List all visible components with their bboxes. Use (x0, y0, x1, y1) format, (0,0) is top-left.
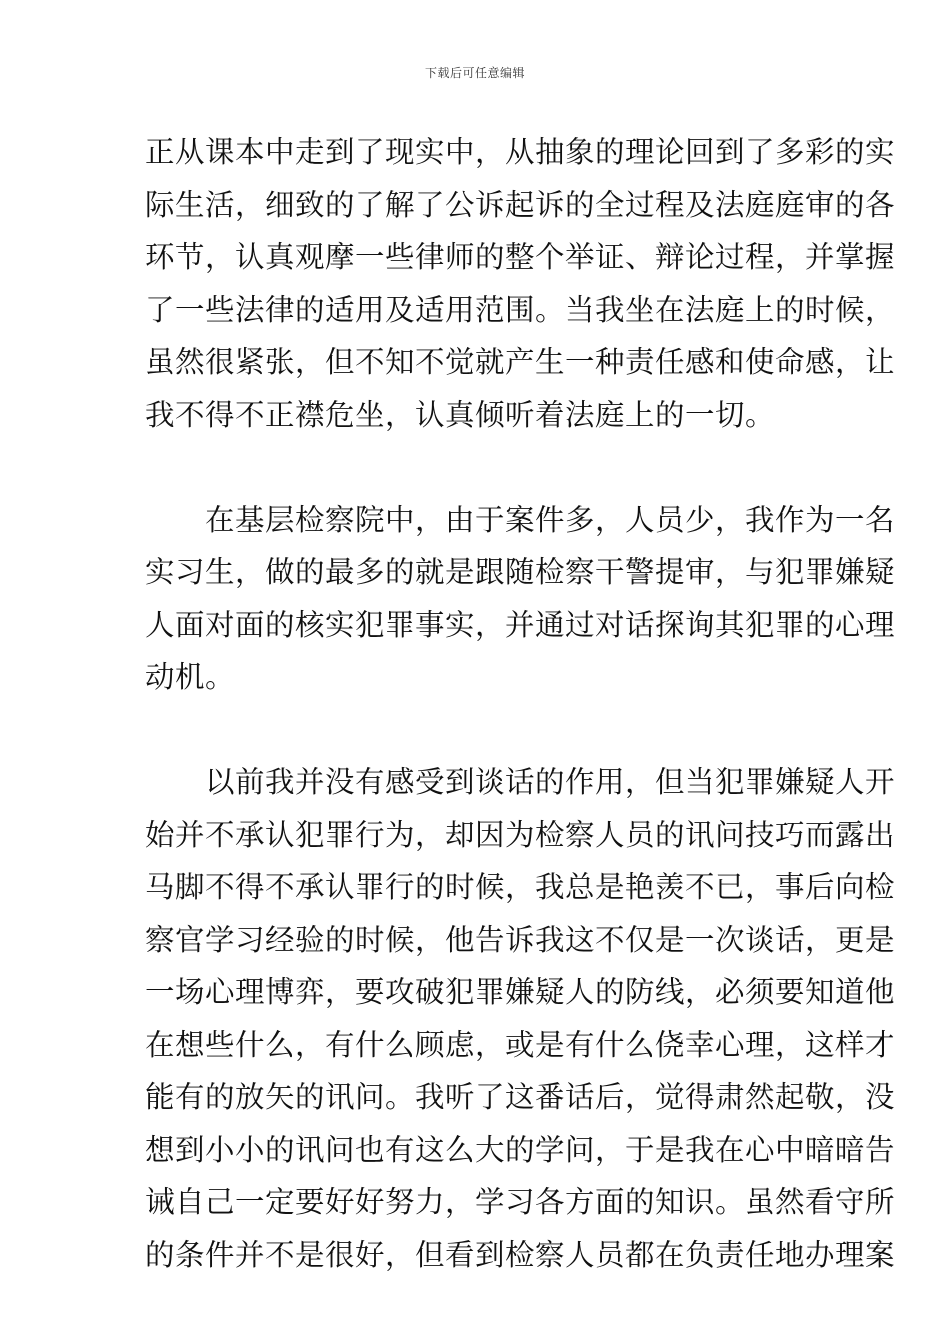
text-line: 际生活，细致的了解了公诉起诉的全过程及法庭庭审的各 (145, 187, 896, 222)
paragraph-2 (145, 494, 896, 704)
text-line: 环节，认真观摩一些律师的整个举证、辩论过程，并掌握 (145, 240, 896, 274)
text-line: 想到小小的讯问也有这么大的学问，于是我在心中暗暗告 (145, 1132, 896, 1167)
text-line: 人面对面的核实犯罪事实，并通过对话探询其犯罪的心理 (145, 607, 896, 642)
text-line: 察官学习经验的时候，他告诉我这不仅是一次谈话，更是 (145, 922, 896, 957)
text-line: 动机。 (145, 660, 236, 694)
text-line: 我不得不正襟危坐，认真倾听着法庭上的一切。 (145, 397, 776, 432)
text-line: 始并不承认犯罪行为，却因为检察人员的讯问技巧而露出 (145, 817, 896, 852)
text-line: 能有的放矢的讯问。我听了这番话后，觉得肃然起敬，没 (145, 1080, 896, 1114)
paragraph-1 (145, 126, 896, 441)
page-header-note: 下载后可任意编辑 (424, 66, 525, 80)
text-line: 一场心理博弈，要攻破犯罪嫌疑人的防线，必须要知道他 (145, 975, 896, 1009)
text-line: 在基层检察院中，由于案件多，人员少，我作为一名 (145, 502, 896, 537)
text-line: 实习生，做的最多的就是跟随检察干警提审，与犯罪嫌疑 (145, 555, 896, 589)
text-line: 的条件并不是很好，但看到检察人员都在负责任地办理案 (145, 1237, 896, 1272)
paragraph-3 (145, 756, 896, 1281)
text-line: 虽然很紧张，但不知不觉就产生一种责任感和使命感，让 (145, 345, 896, 379)
text-line: 在想些什么，有什么顾虑，或是有什么侥幸心理，这样才 (145, 1027, 896, 1062)
text-line: 正从课本中走到了现实中，从抽象的理论回到了多彩的实 (145, 135, 896, 169)
text-line: 马脚不得不承认罪行的时候，我总是艳羡不已，事后向检 (145, 870, 896, 904)
paragraph-gap (145, 441, 810, 494)
paragraph-gap (145, 704, 810, 757)
text-line: 诫自己一定要好好努力，学习各方面的知识。虽然看守所 (145, 1185, 896, 1219)
document-body (145, 126, 896, 1281)
text-line: 以前我并没有感受到谈话的作用，但当犯罪嫌疑人开 (145, 765, 896, 799)
text-line: 了一些法律的适用及适用范围。当我坐在法庭上的时候， (145, 292, 896, 327)
